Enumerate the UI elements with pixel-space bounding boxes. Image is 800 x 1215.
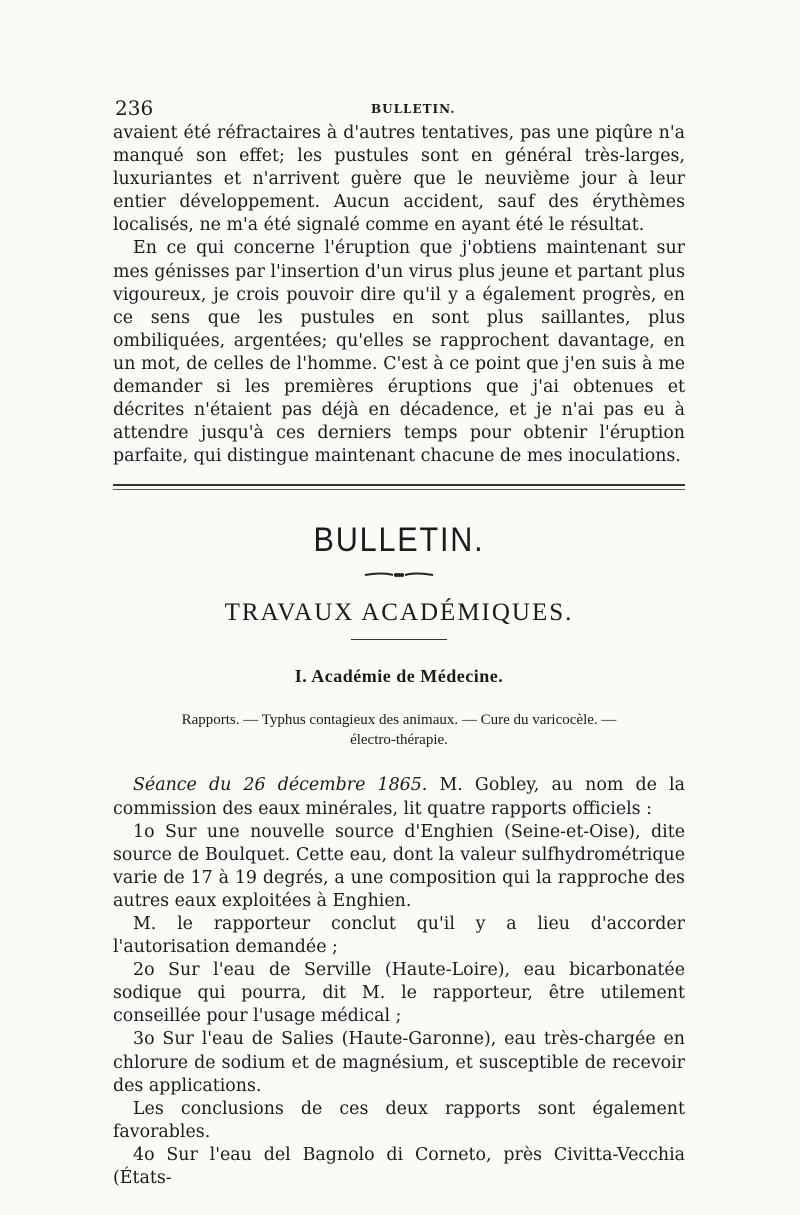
- paragraph-rapporteur: M. le rapporteur conclut qu'il y a lieu d'accorder l'autorisation demandée ;: [113, 913, 685, 958]
- page-number: 236: [115, 96, 154, 120]
- summary-line: Rapports. — Typhus contagieux des animaux. — Cure du varicocèle. —: [181, 712, 617, 729]
- summary-line: électro-thérapie.: [350, 732, 448, 749]
- paragraph-serville: 2o Sur l'eau de Serville (Haute-Loire), eau bicarbonatée sodique qui pourra, dit M. le rapporteur, être utilement conseillée pour l'usage médical ;: [113, 960, 685, 1027]
- travaux-title: TRAVAUX ACADÉMIQUES.: [224, 599, 574, 627]
- seance-text: M. Gobley, au nom de la commission des eaux minérales, lit quatre rapports officiels :: [113, 775, 685, 819]
- double-rule-divider: [113, 484, 685, 492]
- bulletin-title: BULLETIN.: [313, 521, 485, 560]
- paragraph-enghien: 1o Sur une nouvelle source d'Enghien (Seine-et-Oise), dite source de Boulquet. Cette eau, dont la valeur sulfhydrométrique varie de 17 à 19 degrés, a une composition qui la rapproche des autres eaux exploitées à Enghien.: [113, 821, 685, 911]
- paragraph-salies: 3o Sur l'eau de Salies (Haute-Garonne), eau très-chargée en chlorure de sodium et de magnésium, et susceptible de recevoir des applications.: [113, 1029, 685, 1096]
- document-page: [113, 96, 685, 1190]
- paragraph-bagnolo: 4o Sur l'eau del Bagnolo di Corneto, près Civitta-Vecchia (États-: [113, 1144, 685, 1188]
- paragraph-continuation: avaient été réfractaires à d'autres tentatives, pas une piqûre n'a manqué son effet; les pustules sont en général très-larges, luxuriantes et n'arrivent guère que le neuvième jour à leur entier développement. Aucun accident, sauf des érythèmes localisés, ne m'a été signalé comme en ayant été le résultat.: [113, 123, 685, 236]
- paragraph-seance: [113, 774, 685, 820]
- section-title: I. Académie de Médecine.: [294, 666, 504, 687]
- paragraph-eruption: En ce qui concerne l'éruption que j'obtiens maintenant sur mes génisses par l'insertion d'un virus plus jeune et partant plus vigoureux, je crois pouvoir dire qu'il y a également progrès, en ce sens que les pustules en sont plus saillantes, plus ombiliquées, argentées; qu'elles se rapprochent davantage, en un mot, de celles de l'homme. C'est à ce point que j'en suis à me demander si les premières éruptions que j'ai obtenues et décrites n'étaient pas déjà en décadence, et je n'ai pas eu à attendre jusqu'à ces derniers temps pour obtenir l'éruption parfaite, qui distingue maintenant chacune de mes inoculations.: [113, 238, 685, 467]
- section-summary: [113, 710, 685, 750]
- short-rule-divider: [351, 639, 447, 640]
- paragraph-conclusions: Les conclusions de ces deux rapports sont également favorables.: [113, 1098, 685, 1142]
- running-title: BULLETIN.: [371, 102, 456, 116]
- ornament-divider: [363, 570, 435, 580]
- running-header: [113, 96, 685, 122]
- seance-date: Séance du 26 décembre 1865.: [133, 775, 428, 796]
